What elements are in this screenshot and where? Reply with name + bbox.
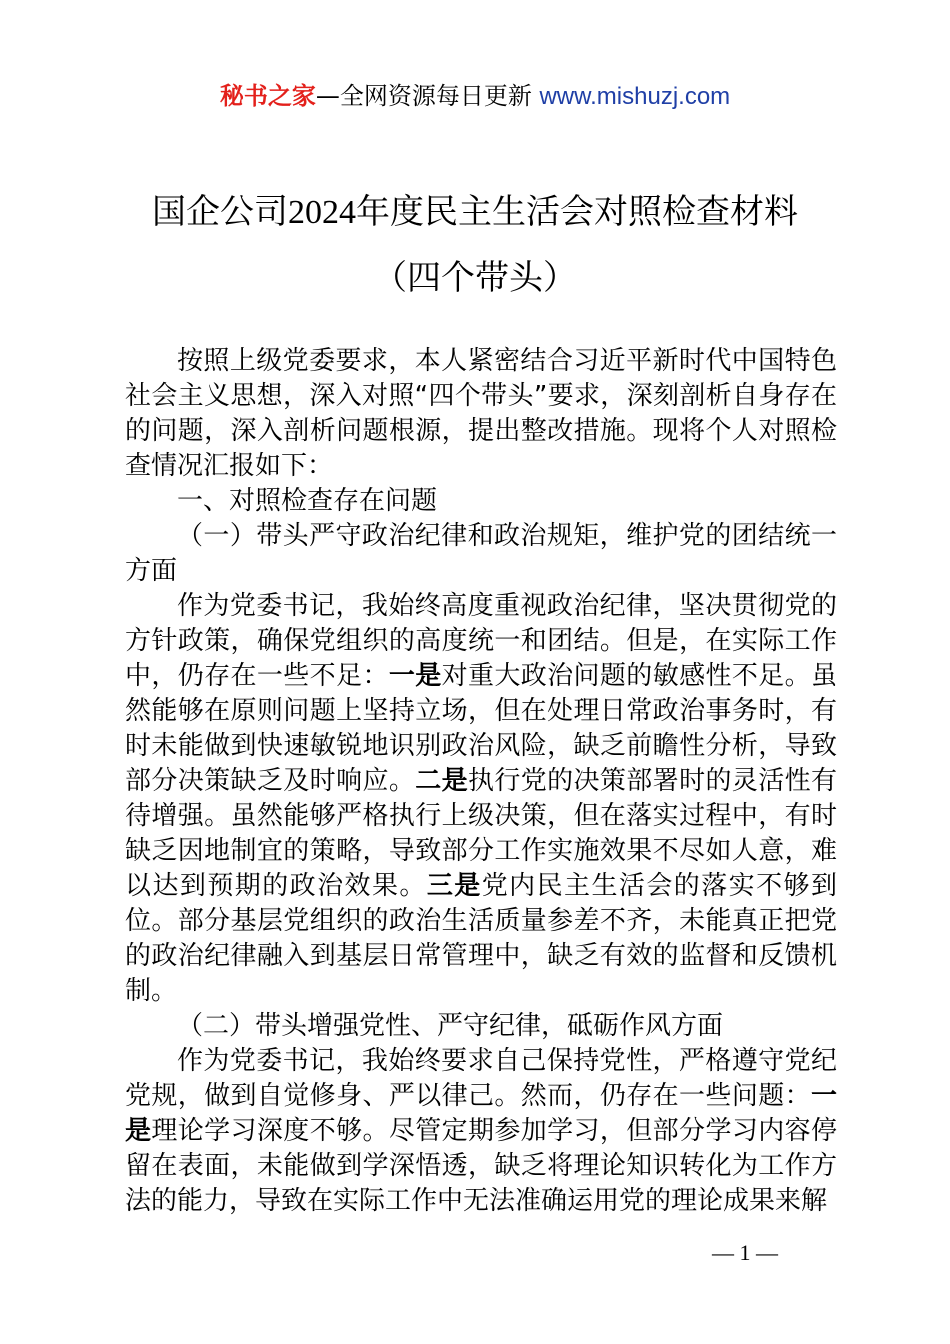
header-slogan: —全网资源每日更新 (315, 82, 540, 110)
paragraph-text: 对重大政治问题的敏感性不足。虽然能够在原则问题上坚持立场，但在处理日常政治事务时，有时未能做到快速敏锐地识别政治风险，缺乏前瞻性分析，导致部分决策缺乏及时响应。 (125, 661, 837, 796)
brand-name: 秘书之家 (219, 82, 316, 110)
title-part-1: 国企公司 (152, 192, 288, 232)
paragraph-text: 理论学习深度不够。尽管定期参加学习，但部分学习内容停留在表面，未能做到学深悟透，缺乏将理论知识转化为工作方法的能力，导致在实际工作中无法准确运用党的理论成果来解 (125, 1116, 837, 1216)
page-number: — 1 — (712, 1240, 778, 1265)
subsection-heading: （一）带头严守政治纪律和政治规矩，维护党的团结统一方面 (125, 521, 837, 586)
point-marker: 二是 (415, 766, 468, 796)
paragraph-text: 作为党委书记，我始终要求自己保持党性，严格遵守党纪党规，做到自觉修身、严以律己。然而，仍存在一些问题： (125, 1046, 837, 1111)
site-header (0, 78, 950, 115)
section-heading: 一、对照检查存在问题 (177, 486, 438, 516)
title-part-2: 年度民主生活会对照检查材料 (356, 192, 798, 232)
document-title (0, 190, 950, 235)
document-subtitle: （四个带头） (373, 258, 577, 298)
title-year: 2024 (288, 194, 356, 231)
body-paragraph (125, 589, 837, 1009)
document-body (125, 344, 837, 1219)
intro-paragraph: 按照上级党委要求，本人紧密结合习近平新时代中国特色社会主义思想，深入对照“四个带头”要求，深刻剖析自身存在的问题，深入剖析问题根源，提出整改措施。现将个人对照检查情况汇报如下： (125, 346, 837, 481)
point-marker: 一是 (388, 661, 442, 691)
body-paragraph (125, 1044, 837, 1219)
point-marker: 三是 (426, 871, 482, 901)
point-marker: 一是 (125, 1081, 837, 1146)
header-url-link[interactable]: www.mishuzj.com (539, 83, 731, 110)
subsection-heading: （二）带头增强党性、严守纪律，砥砺作风方面 (177, 1011, 724, 1041)
paragraph-text: 党内民主生活会的落实不够到位。部分基层党组织的政治生活质量参差不齐，未能真正把党的政治纪律融入到基层日常管理中，缺乏有效的监督和反馈机制。 (125, 871, 837, 1006)
paragraph-text: 执行党的决策部署时的灵活性有待增强。虽然能够严格执行上级决策，但在落实过程中，有时缺乏因地制宜的策略，导致部分工作实施效果不尽如人意，难以达到预期的政治效果。 (125, 766, 837, 901)
paragraph-text: 作为党委书记，我始终高度重视政治纪律，坚决贯彻党的方针政策，确保党组织的高度统一和团结。但是，在实际工作中，仍存在一些不足： (125, 591, 837, 691)
